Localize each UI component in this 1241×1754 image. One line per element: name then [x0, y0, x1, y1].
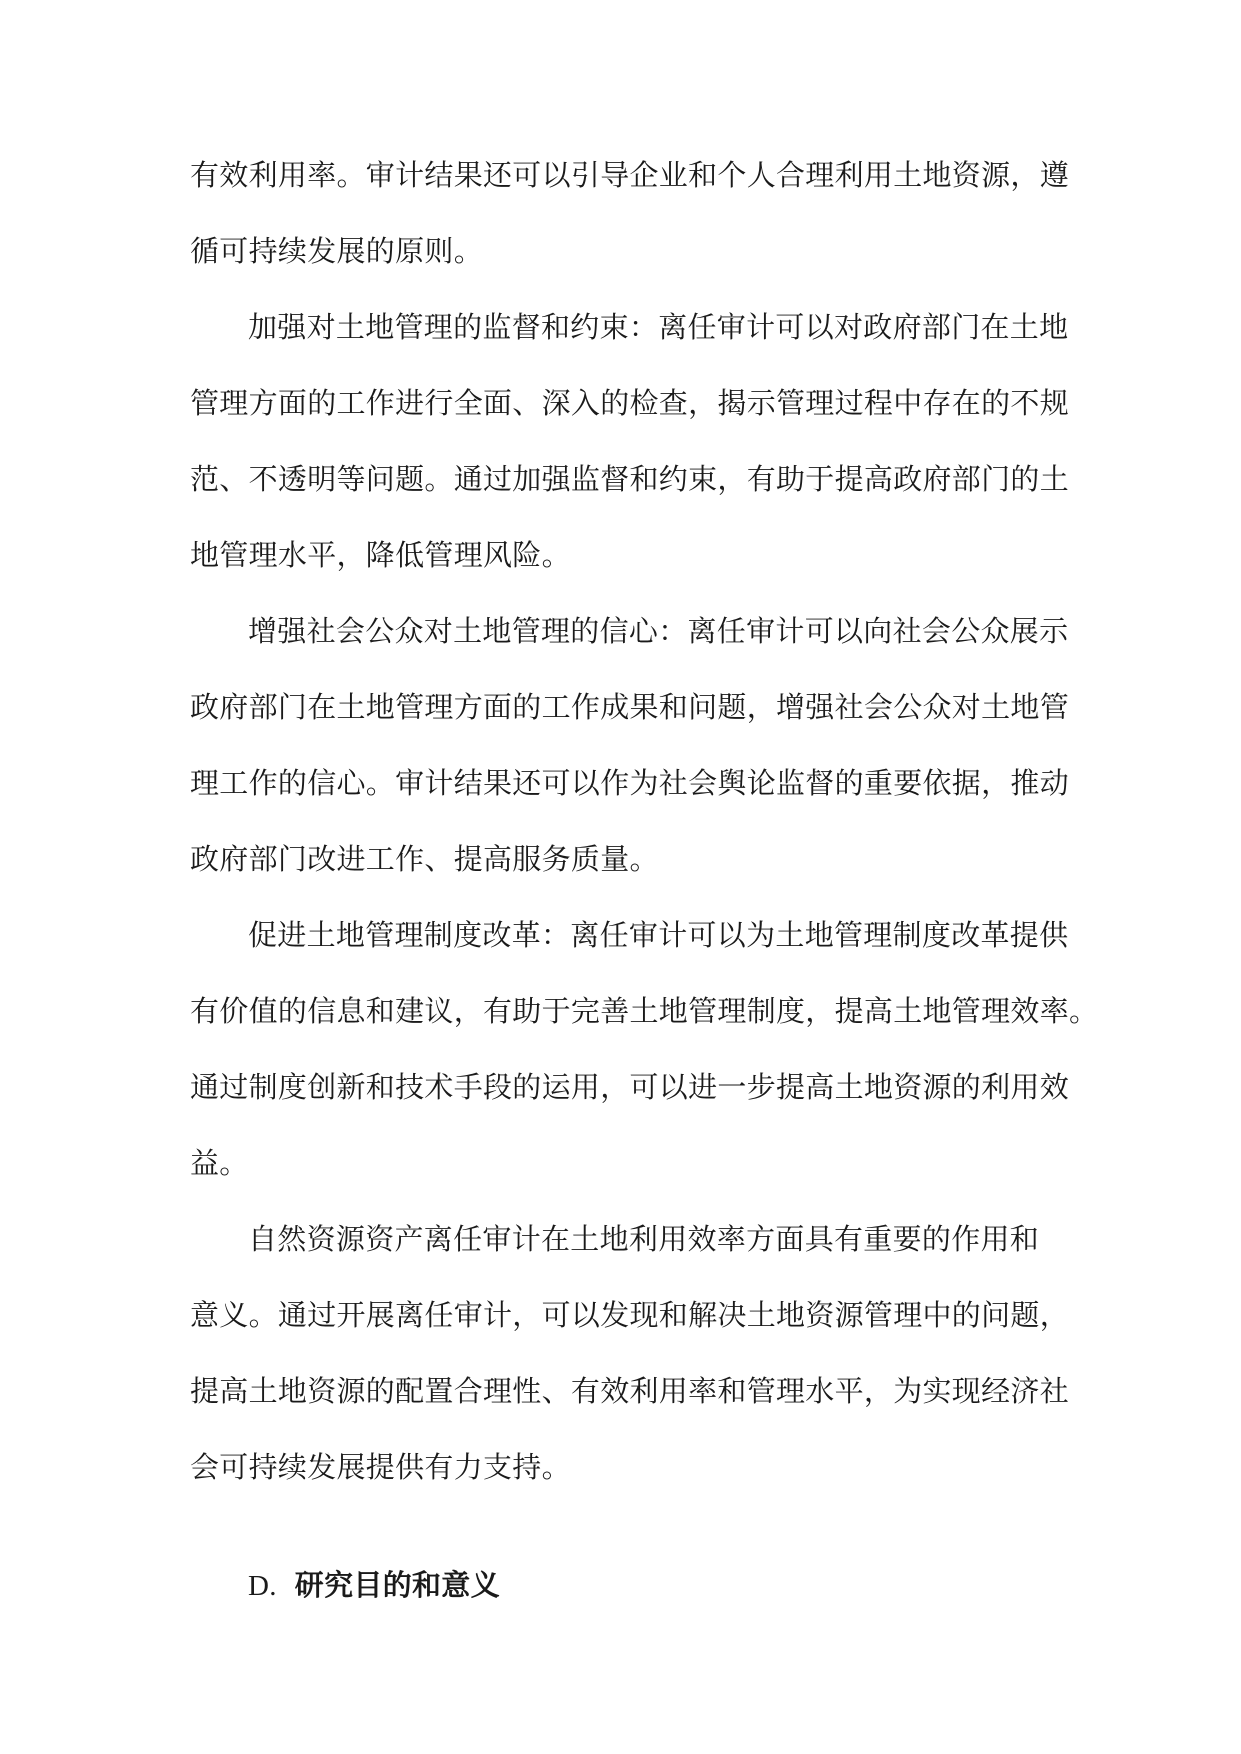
paragraph	[190, 296, 1070, 600]
text-line: 意义。通过开展离任审计，可以发现和解决土地资源管理中的问题，	[190, 1298, 1070, 1332]
text-line: 提高土地资源的配置合理性、有效利用率和管理水平，为实现经济社	[190, 1374, 1070, 1408]
text-line: 理工作的信心。审计结果还可以作为社会舆论监督的重要依据，推动	[190, 766, 1070, 800]
text-line: 益。	[190, 1146, 249, 1180]
text-line: 范、不透明等问题。通过加强监督和约束，有助于提高政府部门的土	[190, 462, 1070, 496]
paragraph	[190, 600, 1070, 904]
text-line: 地管理水平，降低管理风险。	[190, 538, 571, 572]
section-title: 研究目的和意义	[294, 1568, 500, 1602]
text-line: 有价值的信息和建议，有助于完善土地管理制度，提高土地管理效率。	[190, 994, 1099, 1028]
section-heading	[248, 1563, 500, 1604]
paragraph	[190, 144, 1070, 296]
text-line: 会可持续发展提供有力支持。	[190, 1450, 571, 1484]
text-line: 政府部门在土地管理方面的工作成果和问题，增强社会公众对土地管	[190, 690, 1070, 724]
text-line: 自然资源资产离任审计在土地利用效率方面具有重要的作用和	[248, 1222, 1040, 1256]
text-line: 管理方面的工作进行全面、深入的检查，揭示管理过程中存在的不规	[190, 386, 1070, 420]
section-number: D.	[248, 1570, 277, 1602]
text-line: 增强社会公众对土地管理的信心：离任审计可以向社会公众展示	[248, 614, 1069, 648]
paragraph	[190, 904, 1099, 1208]
text-line: 通过制度创新和技术手段的运用，可以进一步提高土地资源的利用效	[190, 1070, 1070, 1104]
text-line: 促进土地管理制度改革：离任审计可以为土地管理制度改革提供	[248, 918, 1069, 952]
text-line: 循可持续发展的原则。	[190, 234, 484, 268]
text-line: 有效利用率。审计结果还可以引导企业和个人合理利用土地资源，遵	[190, 158, 1070, 192]
text-line: 加强对土地管理的监督和约束：离任审计可以对政府部门在土地	[248, 310, 1069, 344]
text-line: 政府部门改进工作、提高服务质量。	[190, 842, 659, 876]
paragraph	[190, 1208, 1070, 1512]
document-body	[190, 144, 1099, 1512]
